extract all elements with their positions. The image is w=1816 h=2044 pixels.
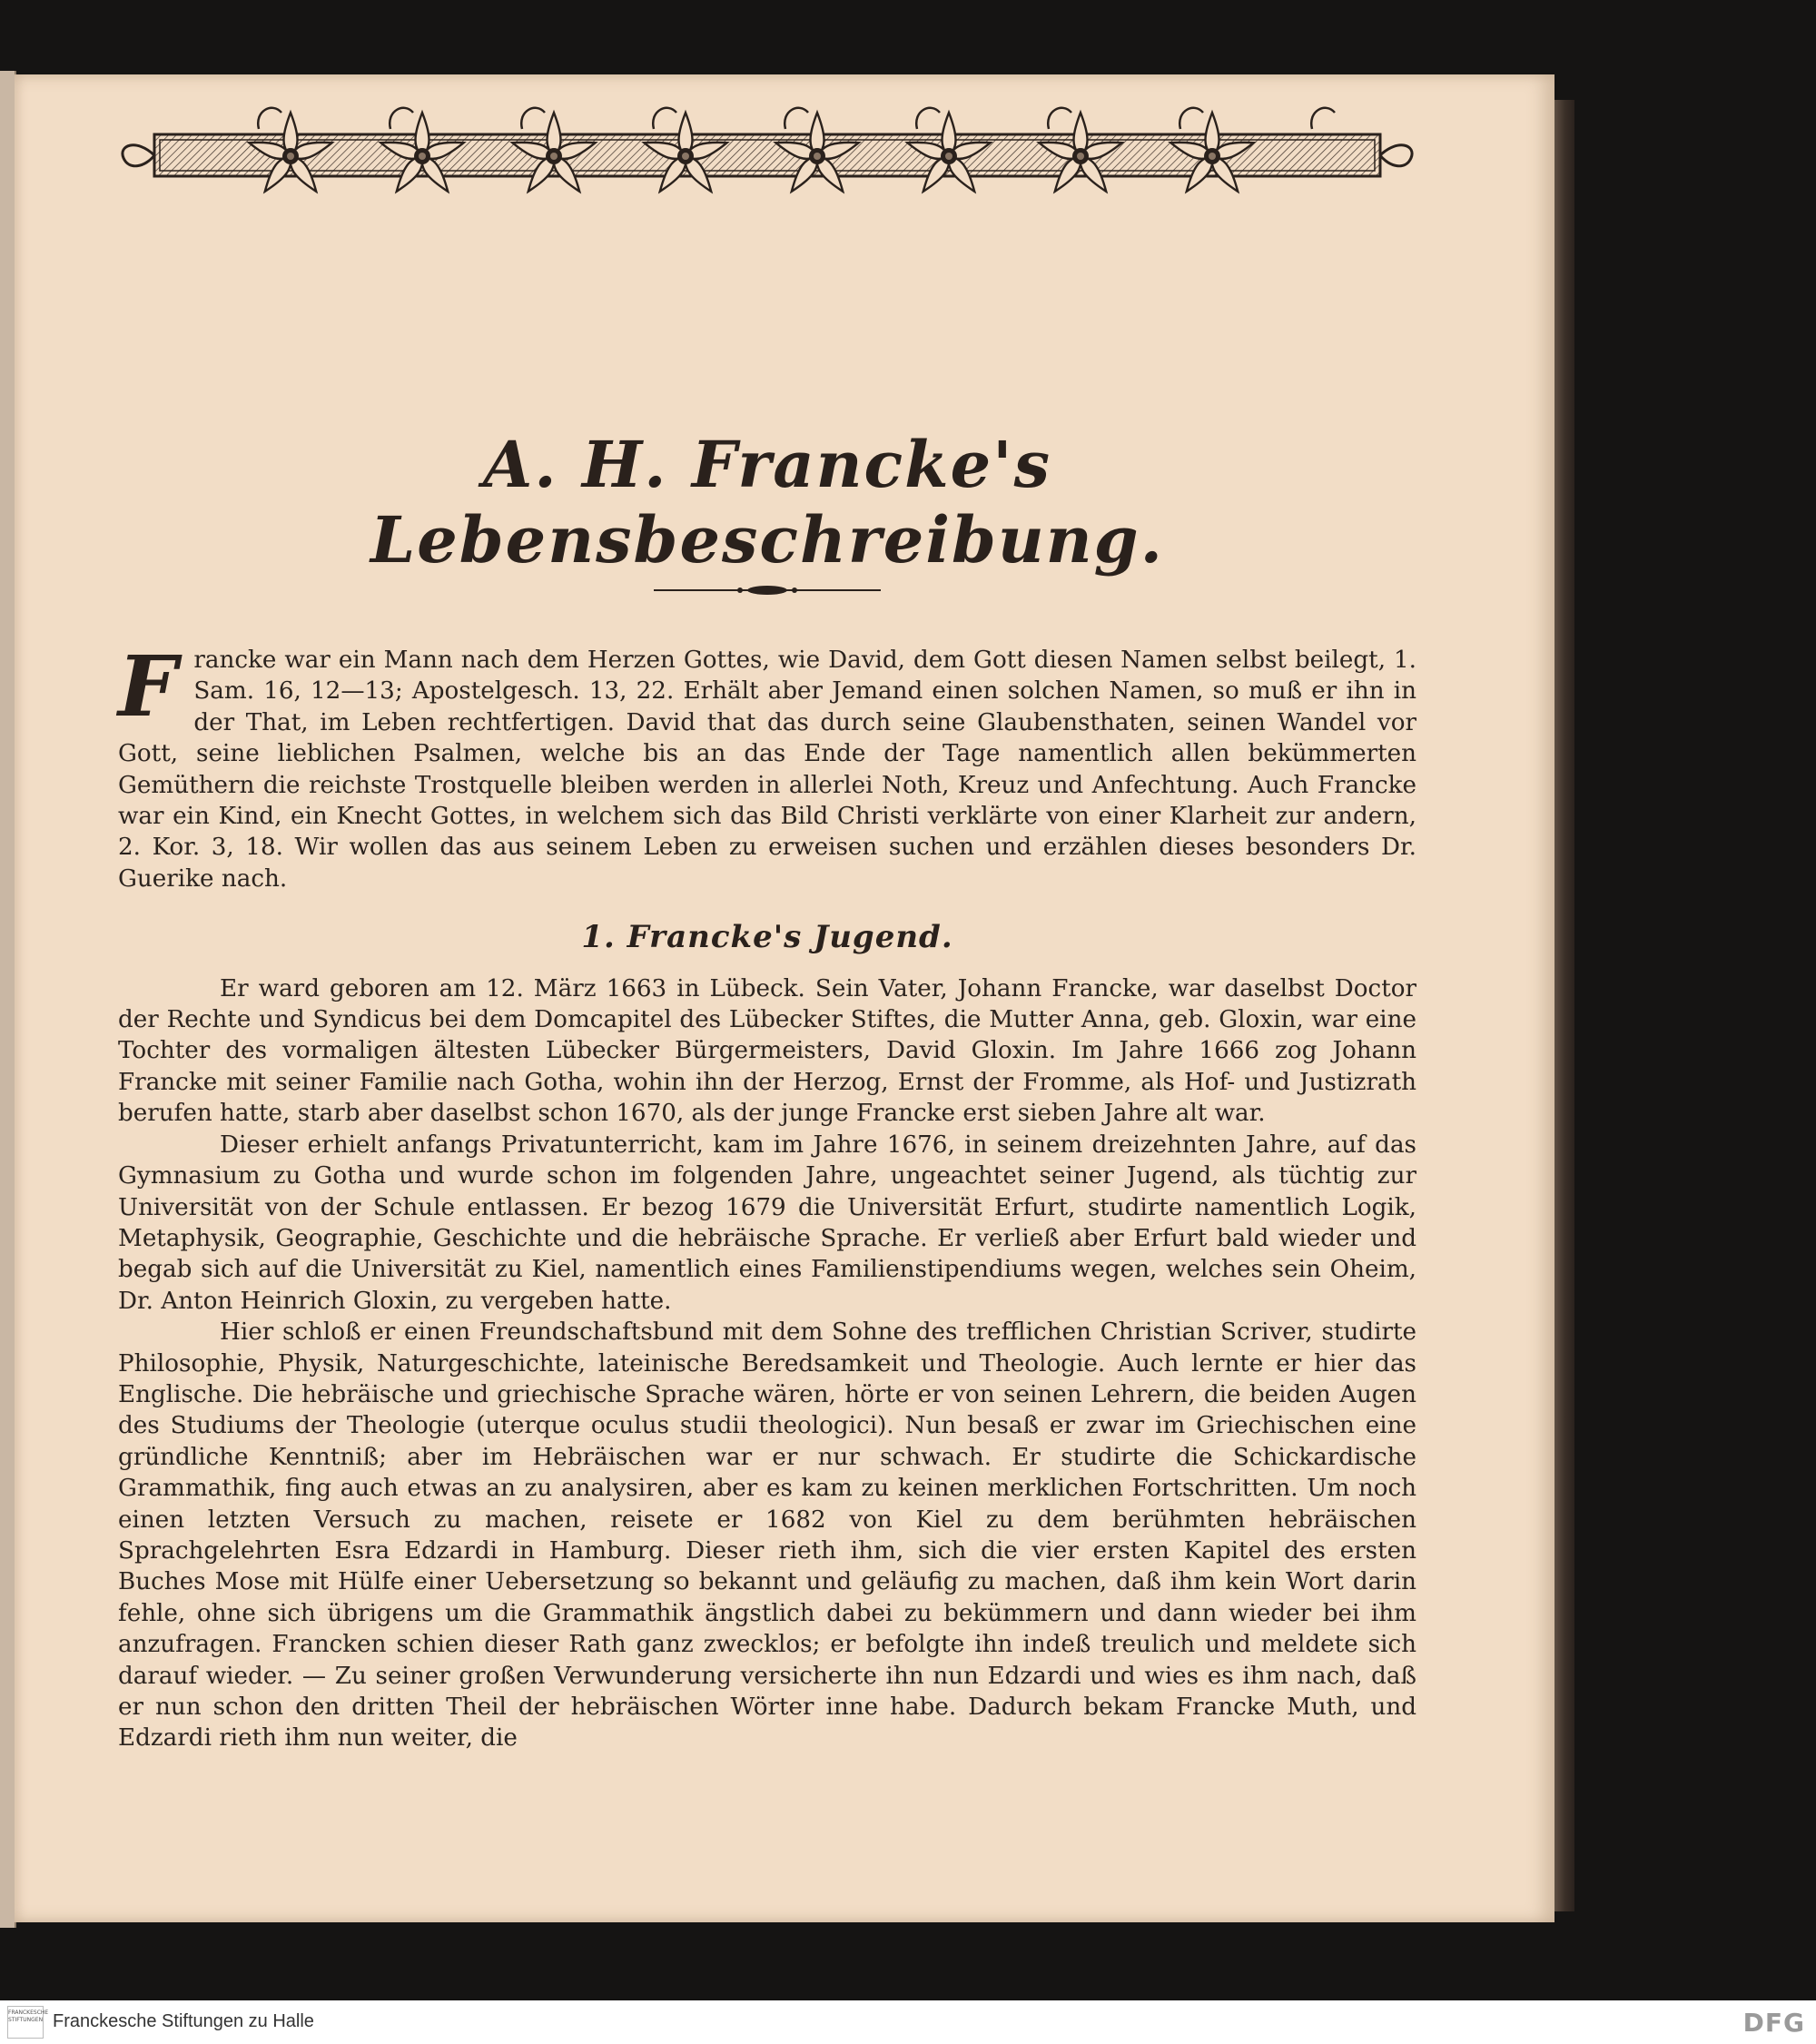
intro-text: rancke war ein Mann nach dem Herzen Gottes, wie David, dem Gott diesen Namen selbst beilegt, 1. Sam. 16, 12—13; Apostelgesch. 13, 22. Erhält aber Jemand einen solchen Namen, so muß er ihn in der That, im Leben rechtfertigen. David that das durch seine Glaubensthaten, seinen Wandel vor Gott, seine lieblichen Psalmen, welche bis an das Ende der Tage namentlich allen bekümmerten Gemüthern die reichste Trostquelle bleiben werden in allerlei Noth, Kreuz und Anfechtung. Auch Francke war ein Kind, ein Knecht Gottes, in welchem sich das Bild Christi verklärte von einer Klarheit zur andern, 2. Kor. 3, 18. Wir wollen das aus seinem Leben zu erweisen suchen und erzählen dieses besonders Dr. Guerike nach. bbox=[118, 647, 1416, 893]
institution-name[interactable]: Franckesche Stiftungen zu Halle bbox=[53, 2011, 314, 2031]
footer-bar bbox=[0, 2000, 1816, 2044]
title-divider bbox=[654, 581, 881, 599]
body-text bbox=[118, 636, 1416, 1754]
page-title: A. H. Francke's Lebensbeschreibung. bbox=[370, 427, 1164, 578]
paragraph-education: Dieser erhielt anfangs Privatunterricht, kam im Jahre 1676, in seinem dreizehnten Jahre, auf das Gymnasium zu Gotha und wurde schon im folgenden Jahre, ungeachtet seiner Jugend, als tüchtig zur Universität von der Schule entlassen. Er bezog 1679 die Universität Erfurt, studirte namentlich Logik, Metaphysik, Geographie, Geschichte und die hebräische Sprache. Er verließ aber Erfurt bald wieder und begab sich auf die Universität zu Kiel, namentlich eines Familienstipendiums wegen, welches sein Oheim, Dr. Anton Heinrich Gloxin, zu vergeben hatte. bbox=[118, 1131, 1416, 1315]
dfg-logo: DFG bbox=[1742, 2008, 1805, 2038]
paragraph-kiel: Hier schloß er einen Freundschaftsbund mit dem Sohne des trefflichen Christian Scriver, studirte Philosophie, Physik, Naturgeschichte, lateinische Beredsamkeit und Theologie. Auch lernte er hier das Englische. Die hebräische und griechische Sprache wären, hörte er von seinen Lehrern, die beiden Augen des Studiums der Theologie (uterque oculus studii theologici). Nun besaß er zwar im Griechischen eine gründliche Kenntniß; aber im Hebräischen war er nur schwach. Er studirte die Schickardische Grammathik, fing auch etwas an zu analysiren, aber es kam zu keinen merklichen Fortschritten. Um noch einen letzten Versuch zu machen, reisete er 1682 von Kiel zu dem berühmten hebräischen Sprachgelehrten Esra Edzardi in Hamburg. Dieser rieth ihm, sich die vier ersten Kapitel des ersten Buches Mose mit Hülfe einer Uebersetzung so bekannt und geläufig zu machen, daß ihm kein Wort darin fehle, ohne sich übrigens um die Grammathik ängstlich dabei zu bekümmern und dann wieder bei ihm anzufragen. Francken schien dieser Rath ganz zwecklos; er befolgte ihn indeß treulich und meldete sich darauf wieder. — Zu seiner großen Verwunderung versicherte ihn nun Edzardi und wies es ihm nach, daß er nun schon den dritten Theil der hebräischen Wörter inne habe. Dadurch bekam Francke Muth, und Edzardi rieth ihm nun weiter, die bbox=[118, 1318, 1416, 1753]
floral-ornament-band bbox=[118, 93, 1416, 220]
paragraph-birth: Er ward geboren am 12. März 1663 in Lübeck. Sein Vater, Johann Francke, war daselbst Doctor der Rechte und Syndicus bei dem Domcapitel des Lübecker Stiftes, die Mutter Anna, geb. Gloxin, war eine Tochter des vormaligen ältesten Lübecker Bürgermeisters, David Gloxin. Im Jahre 1666 zog Johann Francke mit seiner Familie nach Gotha, wohin ihn der Herzog, Ernst der Fromme, als Hof- und Justizrath berufen hatte, starb aber daselbst schon 1670, als der junge Francke erst sieben Jahre alt war. bbox=[118, 974, 1416, 1128]
intro-paragraph bbox=[118, 636, 1416, 894]
institution-logo: FRANCKESCHE STIFTUNGEN bbox=[7, 2006, 44, 2039]
drop-cap: F bbox=[118, 637, 178, 736]
section-heading: 1. Francke's Jugend. bbox=[581, 919, 953, 956]
